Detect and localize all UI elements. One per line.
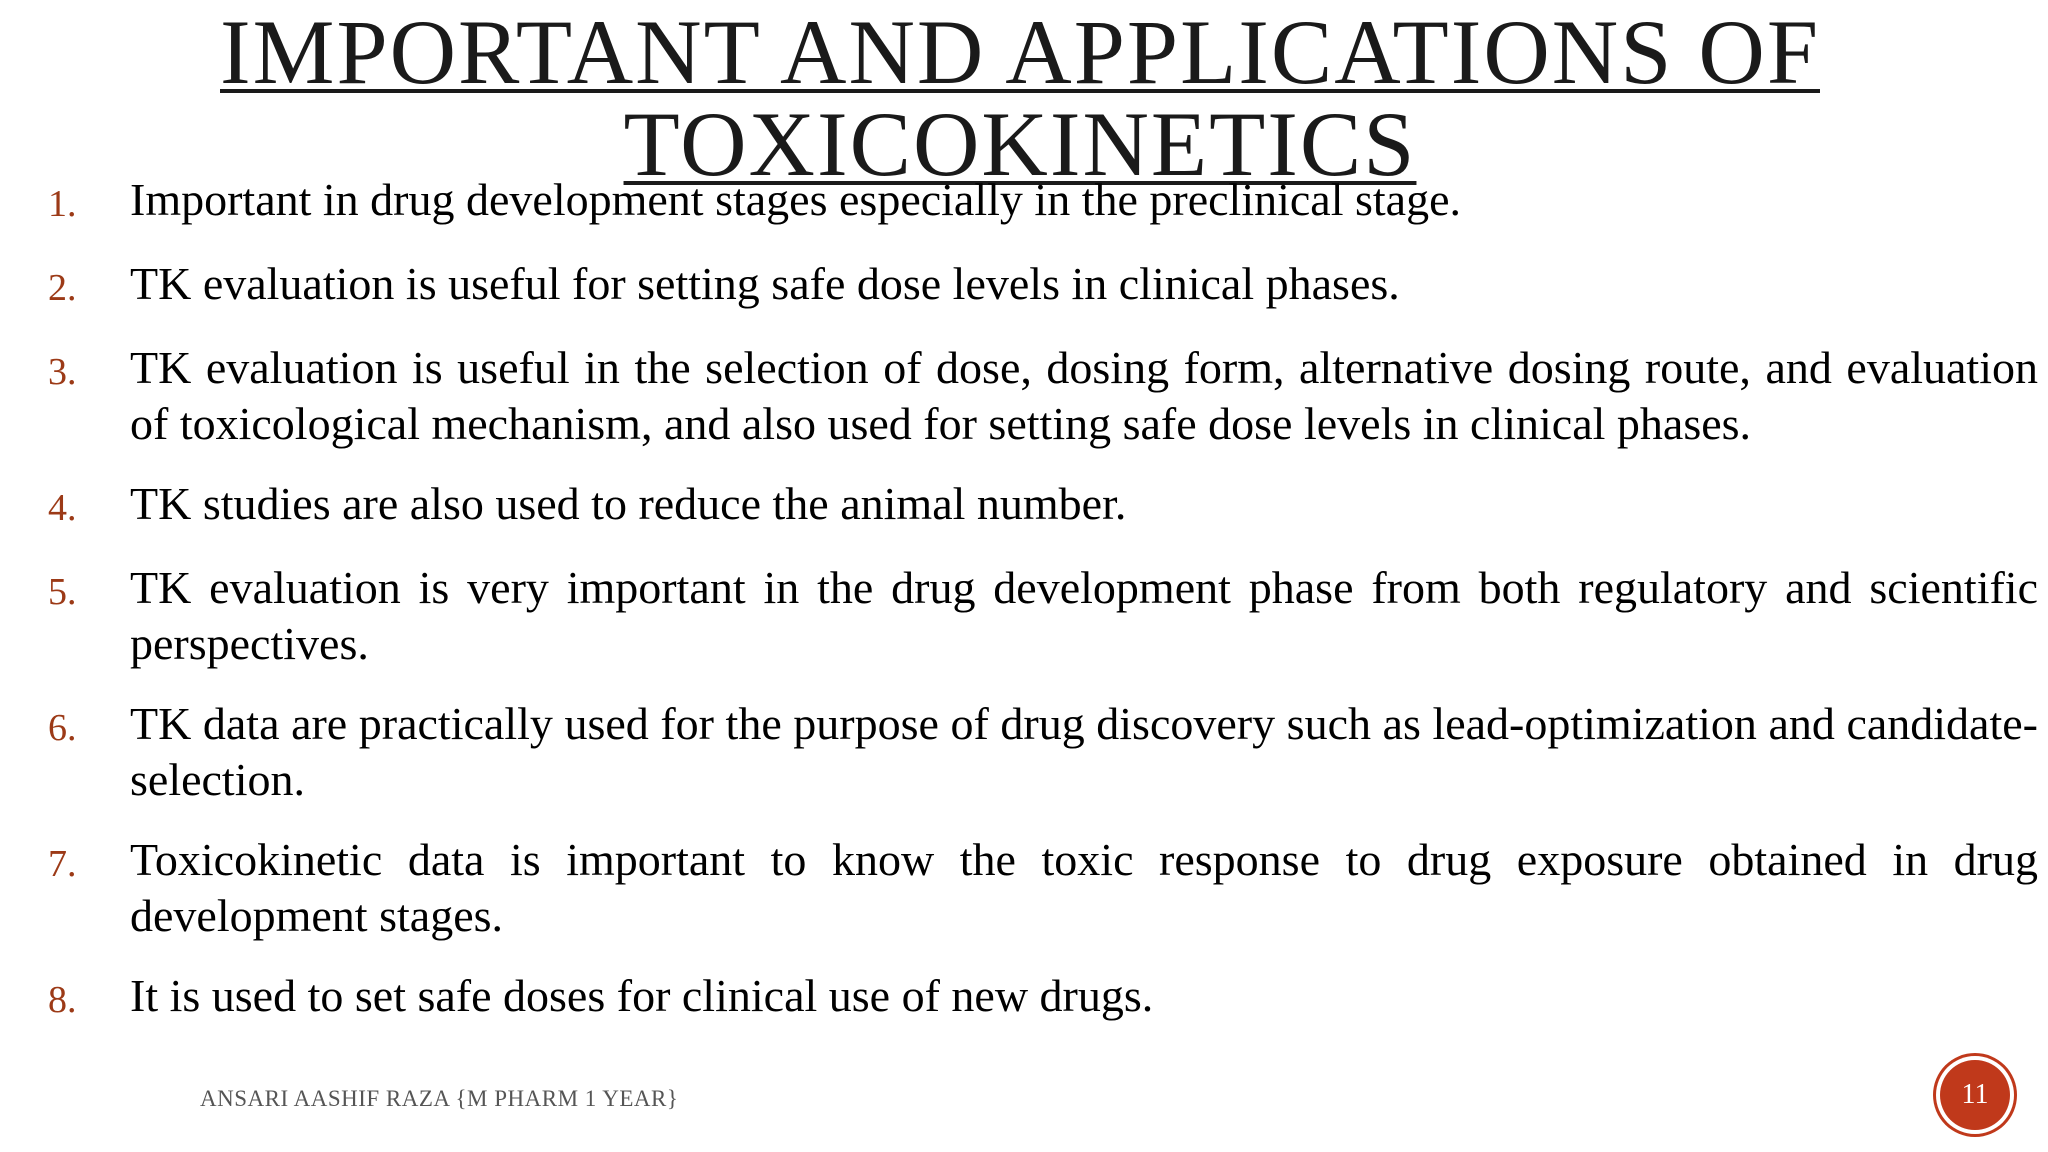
- slide-title-line-2: TOXICOKINETICS: [623, 93, 1417, 195]
- numbered-list: [48, 172, 2038, 1052]
- list-item-text: TK evaluation is useful for setting safe dose levels in clinical phases.: [130, 258, 1400, 309]
- list-item: [48, 340, 2038, 452]
- list-item-text: TK data are practically used for the purpose of drug discovery such as lead-optimization and candidate-selection.: [130, 698, 2038, 805]
- list-item: [48, 476, 2038, 536]
- list-item-number: 1.: [48, 183, 77, 225]
- list-item: [48, 560, 2038, 672]
- list-item: [48, 968, 2038, 1028]
- list-item-number: 2.: [48, 267, 77, 309]
- list-item-text: TK studies are also used to reduce the animal number.: [130, 478, 1127, 529]
- footer-author: ANSARI AASHIF RAZA {M PHARM 1 YEAR}: [200, 1086, 679, 1111]
- list-item: [48, 832, 2038, 944]
- list-item-text: Important in drug development stages especially in the preclinical stage.: [130, 174, 1462, 225]
- list-item-text: TK evaluation is useful in the selection of dose, dosing form, alternative dosing route, and evaluation of toxicological mechanism, and also used for setting safe dose levels in clinical phases.: [130, 342, 2038, 449]
- slide-title: [100, 1, 1940, 195]
- list-item-text: TK evaluation is very important in the drug development phase from both regulatory and scientific perspectives.: [130, 562, 2038, 669]
- list-item-text: It is used to set safe doses for clinical use of new drugs.: [130, 970, 1154, 1021]
- list-item-text: Toxicokinetic data is important to know the toxic response to drug exposure obtained in drug development stages.: [130, 834, 2038, 941]
- list-item: [48, 172, 2038, 232]
- list-item-number: 7.: [48, 843, 77, 885]
- page-number-badge: 11: [1940, 1060, 2010, 1130]
- list-item-number: 6.: [48, 707, 77, 749]
- list-item-number: 3.: [48, 351, 77, 393]
- list-item: [48, 696, 2038, 808]
- list-item-number: 5.: [48, 571, 77, 613]
- list-item-number: 4.: [48, 487, 77, 529]
- list-item-number: 8.: [48, 979, 77, 1021]
- list-item: [48, 256, 2038, 316]
- slide-title-line-1: IMPORTANT AND APPLICATIONS OF: [220, 1, 1820, 103]
